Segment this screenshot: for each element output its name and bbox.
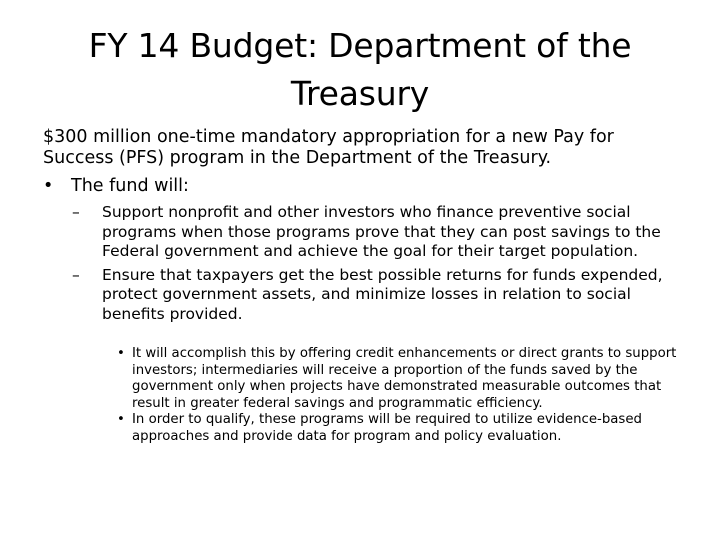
dash-marker: – [72,203,80,221]
small-bullet-marker: • [117,346,125,361]
intro-paragraph: $300 million one-time mandatory appropriation for a new Pay for Success (PFS) program in the Department of the Treasury. [43,127,614,168]
bullet-marker: • [43,176,54,196]
sub-bullet-text: Ensure that taxpayers get the best possible returns for funds expended, protect government assets, and minimize losses in relation to social benefits provided. [102,265,663,323]
sub-sub-bullet-text: In order to qualify, these programs will be required to utilize evidence-based approaches and provide data for program and policy evaluation. [132,412,642,444]
sub-sub-bullet-text: It will accomplish this by offering credit enhancements or direct grants to support investors; intermediaries will receive a proportion of the funds saved by the government only when projects have demonstrated measurable outcomes that result in greater federal savings and programmatic efficiency. [132,346,677,411]
sub-bullet-list [72,203,684,328]
dash-marker: – [72,265,80,284]
sub-sub-bullet-list [117,346,682,445]
sub-sub-bullet-item [117,412,682,445]
sub-bullet-item [72,266,684,325]
small-bullet-marker: • [117,412,125,427]
slide-title: FY 14 Budget: Department of the Treasury [88,26,632,113]
sub-sub-bullet-item [117,346,682,412]
sub-bullet-text: Support nonprofit and other investors who finance preventive social programs when those programs prove that they can post savings to the Federal government and achieve the goal for their target population. [102,203,661,260]
bullet-fund-will [43,176,683,197]
sub-bullet-item [72,203,684,262]
bullet-text: The fund will: [71,176,189,196]
